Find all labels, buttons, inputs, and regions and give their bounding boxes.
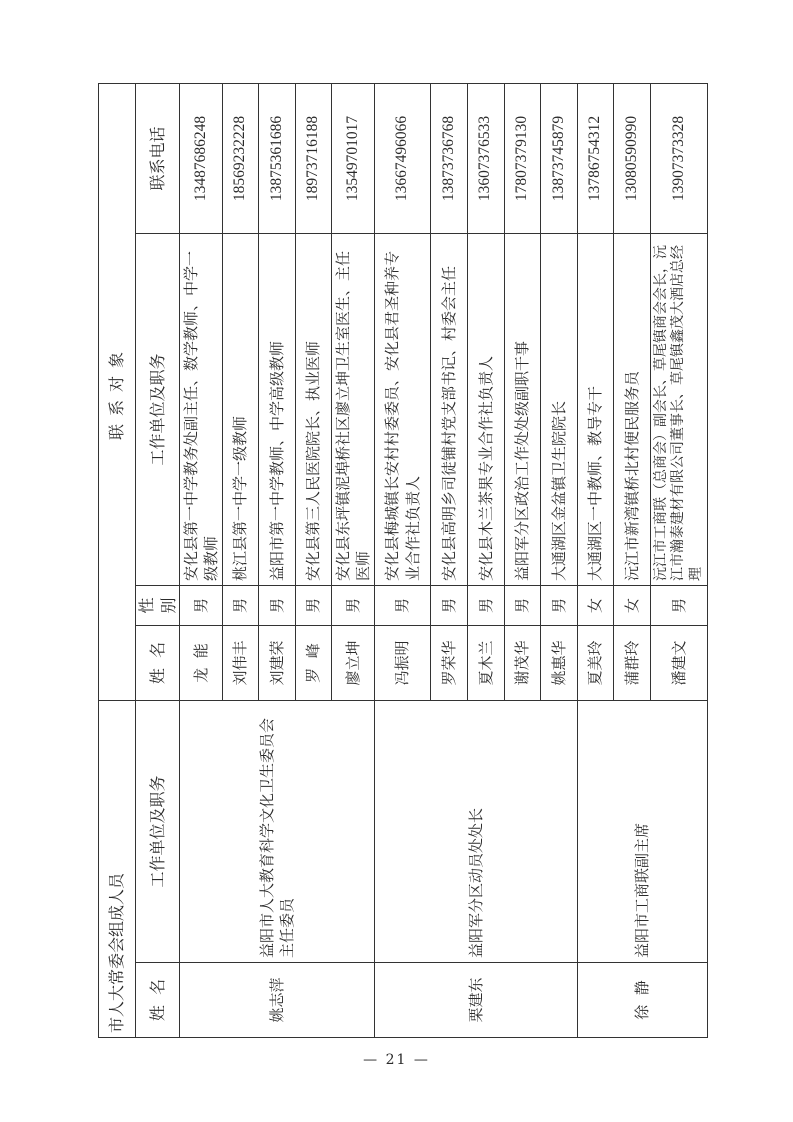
member-job: 益阳市人大教育科学文化卫生委员会主任委员: [180, 700, 374, 962]
contact-job: 沅江市新湾镇桥北村便民服务员: [614, 233, 651, 585]
contact-job: 安化县高明乡司徒铺村党支部书记、村委会主任: [431, 233, 468, 585]
contact-phone: 18569232228: [222, 83, 259, 233]
contact-gender: 男: [468, 585, 505, 625]
contact-phone: 13873736768: [431, 83, 468, 233]
header-gender: 性别: [135, 585, 180, 625]
header-contact-name: 姓 名: [135, 625, 180, 700]
contact-name: 夏木兰: [468, 625, 505, 700]
member-job: 益阳市工商联副主席: [577, 700, 707, 962]
title-right: 联系对象: [99, 83, 136, 700]
contact-job: 益阳市第一中学教师、中学高级教师: [259, 233, 296, 585]
contact-name: 刘伟丰: [222, 625, 259, 700]
contact-gender: 男: [259, 585, 296, 625]
contact-job: 安化县东坪镇泥埠桥社区廖立坤卫生室医生、主任医师: [332, 233, 374, 585]
table-row: [577, 83, 614, 1037]
contact-job: 安化县木兰茶果专业合作社负责人: [468, 233, 505, 585]
table-row: [374, 83, 431, 1037]
contact-phone: 13786754312: [577, 83, 614, 233]
contact-name: 夏美玲: [577, 625, 614, 700]
contact-gender: 男: [222, 585, 259, 625]
contact-job: 益阳军分区政治工作处处级副职干事: [504, 233, 541, 585]
contact-phone: 13549701017: [332, 83, 374, 233]
contact-name: 谢茂华: [504, 625, 541, 700]
contact-gender: 男: [504, 585, 541, 625]
contact-name: 蒲群玲: [614, 625, 651, 700]
contact-phone: 13907373328: [650, 83, 707, 233]
contact-phone: 17807379130: [504, 83, 541, 233]
contact-name: 罗荣华: [431, 625, 468, 700]
contact-name: 罗 峰: [295, 625, 332, 700]
header-phone: 联系电话: [135, 83, 180, 233]
contact-gender: 女: [577, 585, 614, 625]
contact-job: 沅江市工商联（总商会）副会长、草尾镇商会会长，沅江市瀚泰建材有限公司董事长、草尾镇鑫茂大酒店总经理: [650, 233, 707, 585]
contact-phone: 18973716188: [295, 83, 332, 233]
header-job: 工作单位及职务: [135, 700, 180, 962]
contact-gender: 女: [614, 585, 651, 625]
contact-table: [98, 83, 708, 1038]
contact-name: 潘建文: [650, 625, 707, 700]
header-contact-job: 工作单位及职务: [135, 233, 180, 585]
contact-name: 廖立坤: [332, 625, 374, 700]
contact-name: 姚惠华: [541, 625, 578, 700]
member-name: 徐 静: [577, 963, 707, 1038]
contact-phone: 13487686248: [180, 83, 222, 233]
contact-name: 龙 能: [180, 625, 222, 700]
contact-phone: 13875361686: [259, 83, 296, 233]
title-row: [99, 83, 136, 1037]
contact-gender: 男: [650, 585, 707, 625]
member-job: 益阳军分区动员处处长: [374, 700, 577, 962]
member-name: 栗建东: [374, 963, 577, 1038]
contact-name: 刘建荣: [259, 625, 296, 700]
contact-name: 冯振明: [374, 625, 431, 700]
contact-gender: 男: [374, 585, 431, 625]
contact-job: 大通湖区金盆镇卫生院院长: [541, 233, 578, 585]
table-row: [180, 83, 222, 1037]
contact-gender: 男: [295, 585, 332, 625]
contact-phone: 13607376533: [468, 83, 505, 233]
contact-gender: 男: [180, 585, 222, 625]
header-name: 姓 名: [135, 963, 180, 1038]
contact-job: 大通湖区一中教师、教导专干: [577, 233, 614, 585]
header-row: [135, 83, 180, 1037]
contact-job: 安化县梅城镇长安村村委委员、安化县君圣种养专业合作社负责人: [374, 233, 431, 585]
contact-gender: 男: [541, 585, 578, 625]
page-number: — 21 —: [363, 1052, 430, 1068]
title-left: 市人大常委会组成人员: [99, 700, 136, 1037]
contact-job: 安化县第一中学教务处副主任、数学教师、中学一级教师: [180, 233, 222, 585]
contact-phone: 13873745879: [541, 83, 578, 233]
member-name: 姚志萍: [180, 963, 374, 1038]
contact-job: 安化县第三人民医院院长、执业医师: [295, 233, 332, 585]
contact-gender: 男: [431, 585, 468, 625]
contact-phone: 13667496066: [374, 83, 431, 233]
contact-phone: 13080590990: [614, 83, 651, 233]
contact-job: 桃江县第一中学一级教师: [222, 233, 259, 585]
contact-table-rotated: [98, 84, 708, 1038]
contact-gender: 男: [332, 585, 374, 625]
